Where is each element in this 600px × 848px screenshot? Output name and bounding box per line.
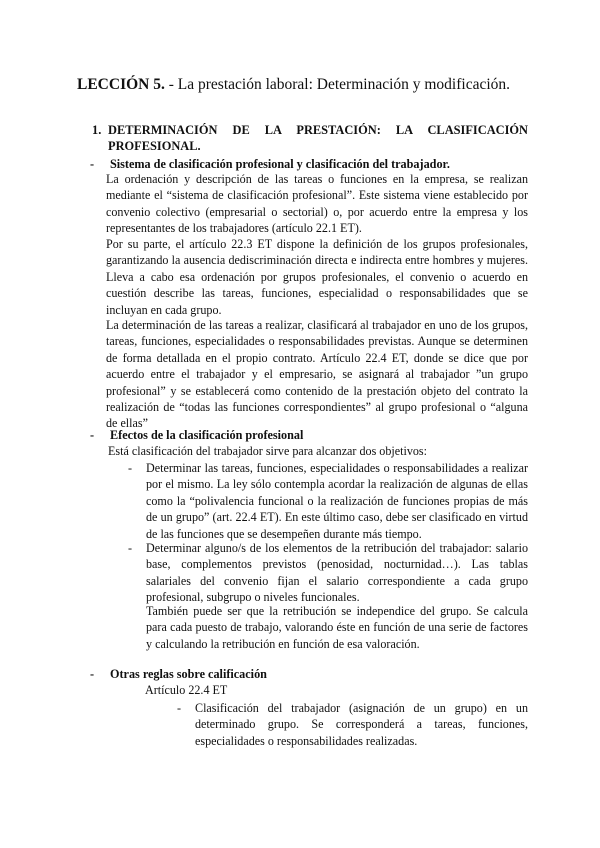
bullet-heading-2-label: Efectos de la clasificación profesional [110,428,304,442]
paragraph-3: La determinación de las tareas a realizar, clasificará al trabajador en uno de los grupos, tareas, funciones, especialidades o responsabilidades previstas. Aunque se determinen de forma detallada en el propio contrato. Artículo 22.4 ET, donde se dice que por acuerdo entre el trabajador y el empresario, se asignará al trabajador ”un grupo profesional” y se establecerá como contenido de la prestación objeto del contrato la realización de “todas las funciones correspondientes” al grupo profesional o “alguna de ellas” [106,318,528,431]
bullet-heading-1-label: Sistema de clasificación profesional y clasificación del trabajador. [110,157,450,171]
paragraph-1: La ordenación y descripción de las tareas o funciones en la empresa, se realizan mediante el “sistema de clasificación profesional”. Este sistema viene establecido por convenio colectivo (empresarial o sectorial) o, por acuerdo entre la empresa y los representantes de los trabajadores (artículo 22.1 ET). [106,172,528,236]
section-heading-text: DETERMINACIÓN DE LA PRESTACIÓN: LA CLASIFICACIÓN PROFESIONAL. [108,123,528,153]
lesson-subtitle: - La prestación laboral: Determinación y modificación. [164,76,511,93]
paragraph-2: Por su parte, el artículo 22.3 ET dispone la definición de los grupos profesionales, garantizando la ausencia dediscriminación directa e indirecta entre hombres y mujeres. Lleva a cabo esa ordenación por grupos profesionales, el convenio o acuerdo en cuestión describe las tareas, funciones, especialidad o responsabilidades que se incluyan en cada grupo. [106,237,528,317]
sub-item-2 [128,540,528,606]
sub-item-1 [128,460,528,542]
article-reference: Artículo 22.4 ET [145,683,228,697]
sub-item-3-text: Clasificación del trabajador (asignación de un grupo) en un determinado grupo. Se corresponderá a tareas, funciones, especialidades o responsabilidades realizadas. [195,701,528,748]
bullet-dash: - [90,667,95,681]
section-number: 1. [92,123,102,137]
sub-dash: - [128,541,133,555]
sub-dash: - [177,701,182,715]
sub-item-2-continuation: También puede ser que la retribución se independice del grupo. Se calcula para cada puesto de trabajo, valorando éste en función de una serie de factores y calculando la retribución en función de esa valoración. [146,604,528,651]
section-heading [92,122,528,154]
sub-dash: - [128,461,133,475]
sub-item-1-text: Determinar las tareas, funciones, especialidades o responsabilidades a realizar por el mismo. La ley sólo contempla acordar la realización de algunas de ellas como la “polivalencia funcional o la realización de funciones propias de más de un grupo” (art. 22.4 ET). En este último caso, debe ser clasificado en virtud de las funciones que se desempeñen durante más tiempo. [146,461,528,541]
sub-item-2-text: Determinar alguno/s de los elementos de la retribución del trabajador: salario base, complementos previstos (penosidad, nocturnidad…). Las tablas salariales del convenio fijan el salario correspondiente a cada grupo profesional, subgrupo o niveles funcionales. [146,541,528,605]
lesson-label: LECCIÓN 5. [77,76,165,93]
sub-item-3 [177,700,528,749]
bullet-dash: - [90,157,95,171]
paragraph-4: Está clasificación del trabajador sirve para alcanzar dos objetivos: [108,444,428,458]
bullet-heading-3-label: Otras reglas sobre calificación [110,667,267,681]
lesson-title [77,76,557,94]
bullet-dash: - [90,428,95,442]
